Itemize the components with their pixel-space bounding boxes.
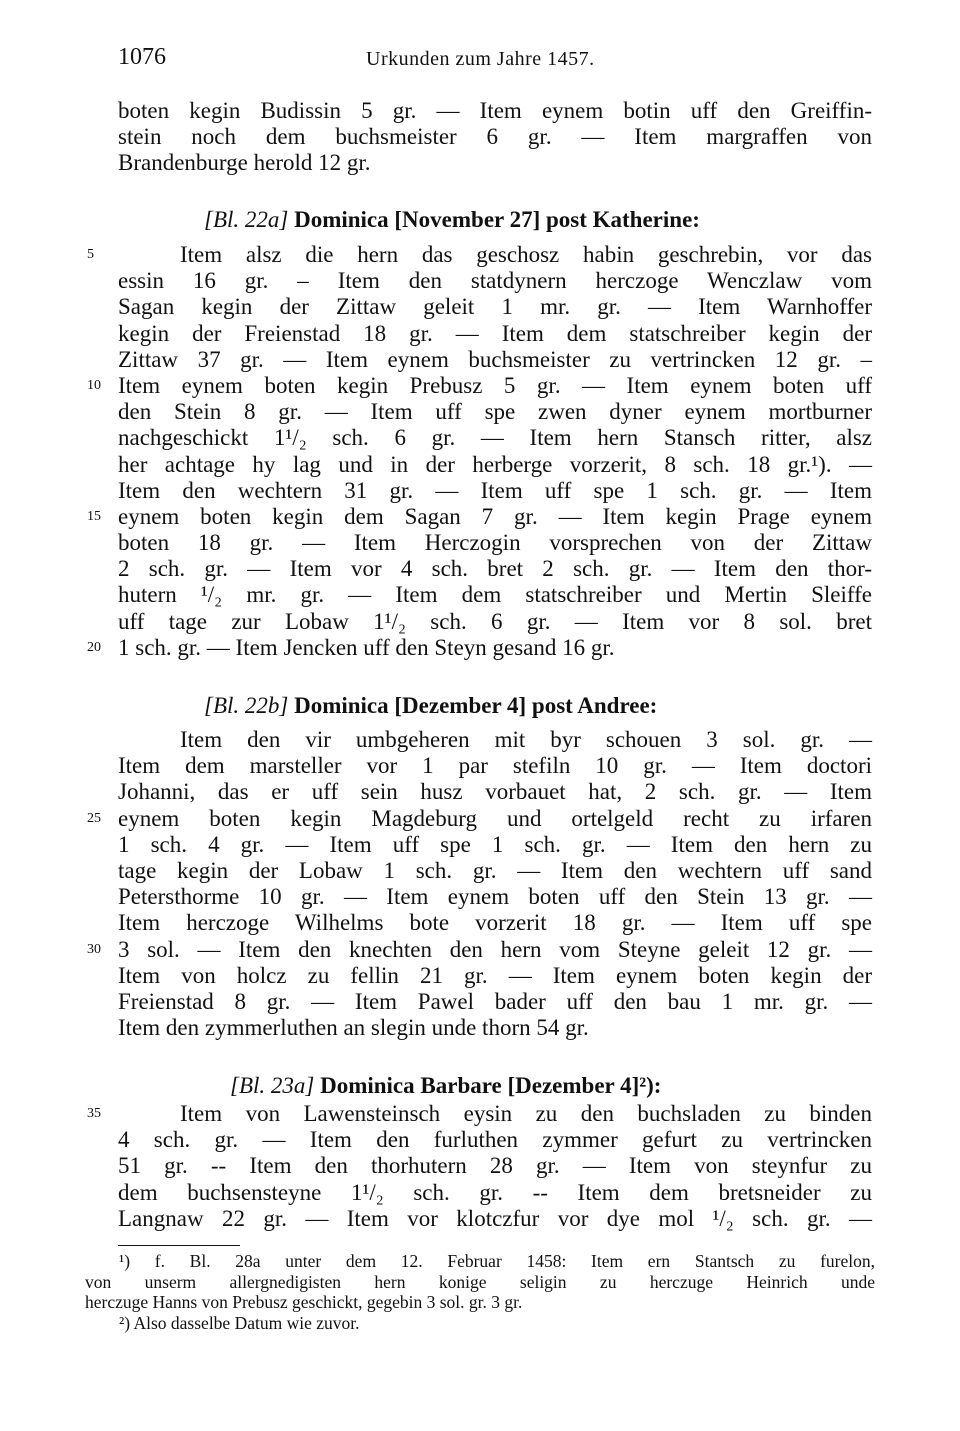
section-heading — [204, 206, 700, 234]
text-line — [118, 779, 872, 805]
line-text: Item von Lawensteinsch eysin zu den buchsladen zu binden — [180, 1101, 872, 1126]
text-line — [118, 1206, 872, 1232]
line-text: den Stein 8 gr. — Item uff spe zwen dyner eynem mortburner — [118, 399, 872, 425]
text-line — [118, 884, 872, 910]
text-line — [118, 347, 872, 373]
text-line — [87, 242, 872, 268]
line-text: eynem boten kegin Magdeburg und ortelgeld recht zu irfaren — [118, 805, 872, 831]
line-text: 3 sol. — Item den knechten den hern vom Steyne geleit 12 gr. — — [118, 936, 872, 962]
line-text: 51 gr. -- Item den thorhutern 28 gr. — Item von steynfur zu — [118, 1153, 872, 1179]
line-text: Item von holcz zu fellin 21 gr. — Item eynem boten kegin der — [118, 962, 872, 988]
text-line — [118, 294, 872, 320]
text-line — [87, 805, 872, 832]
line-number: 25 — [87, 810, 101, 826]
text-line — [87, 634, 872, 661]
text-line — [118, 530, 872, 556]
section-title: Dominica Barbare [Dezember 4]²): — [320, 1073, 662, 1098]
line-text: Langnaw 22 gr. — Item vor klotczfur vor dye mol ¹/₂ sch. gr. — — [118, 1205, 872, 1231]
line-text: Sagan kegin der Zittaw geleit 1 mr. gr. — Item Warnhoffer — [118, 294, 872, 320]
line-text: nachgeschickt 1¹/₂ sch. 6 gr. — Item hern Stansch ritter, alsz — [118, 425, 872, 451]
text-line: Brandenburge herold 12 gr. — [118, 150, 371, 176]
text-line: stein noch dem buchsmeister 6 gr. — Item margraffen von — [118, 124, 872, 150]
line-text: Item herczoge Wilhelms bote vorzerit 18 gr. — Item uff spe — [118, 910, 872, 936]
text-line — [118, 452, 872, 478]
text-line — [87, 1101, 872, 1127]
text-line — [118, 478, 872, 504]
line-number: 15 — [87, 508, 101, 524]
text-line — [118, 582, 872, 608]
text-line — [118, 556, 872, 582]
section-heading — [204, 692, 657, 720]
folio-reference: [Bl. 23a] — [230, 1073, 315, 1098]
page-number: 1076 — [118, 44, 166, 70]
line-text: her achtage hy lag und in der herberge vorzerit, 8 sch. 18 gr.¹). — — [118, 451, 872, 477]
footnote-line: herczuge Hanns von Prebusz geschickt, gegebin 3 sol. gr. 3 gr. — [85, 1292, 523, 1312]
line-text: Item den wechtern 31 gr. — Item uff spe 1 sch. gr. — Item — [118, 477, 872, 503]
line-text: eynem boten kegin dem Sagan 7 gr. — Item kegin Prage eynem — [118, 503, 872, 529]
line-text: Zittaw 37 gr. — Item eynem buchsmeister zu vertrincken 12 gr. – — [118, 346, 872, 372]
section-body — [87, 242, 872, 661]
section-body — [87, 1101, 872, 1232]
text-line — [118, 268, 872, 294]
footnote-divider — [118, 1245, 240, 1246]
line-text: Item alsz die hern das geschosz habin geschrebin, vor das — [180, 242, 872, 267]
text-line — [118, 1180, 872, 1206]
line-text: Item dem marsteller vor 1 par stefiln 10 gr. — Item doctori — [118, 753, 872, 779]
footnote-line: von unserm allergnedigisten hern konige seligin zu herczuge Heinrich unde — [85, 1271, 875, 1292]
folio-reference: [Bl. 22b] — [204, 693, 289, 718]
text-line — [118, 321, 872, 347]
line-text: tage kegin der Lobaw 1 sch. gr. — Item den wechtern uff sand — [118, 857, 872, 883]
section-title: Dominica [November 27] post Katherine: — [294, 207, 700, 232]
line-text: kegin der Freienstad 18 gr. — Item dem statschreiber kegin der — [118, 320, 872, 346]
line-text: Item den zymmerluthen an slegin unde thorn 54 gr. — [118, 1015, 589, 1041]
line-number: 30 — [87, 941, 101, 957]
text-line — [118, 425, 872, 451]
text-line — [118, 832, 872, 858]
section-body — [87, 727, 872, 1041]
text-line — [118, 963, 872, 989]
text-line — [118, 1015, 872, 1041]
text-line — [118, 1127, 872, 1153]
footnotes — [85, 1251, 875, 1333]
text-line — [87, 503, 872, 530]
text-line — [87, 372, 872, 399]
line-text: Johanni, das er uff sein husz vorbauet hat, 2 sch. gr. — Item — [118, 779, 872, 805]
section-heading — [230, 1072, 661, 1100]
text-line — [118, 727, 872, 753]
text-line: boten kegin Budissin 5 gr. — Item eynem botin uff den Greiffin- — [118, 98, 872, 123]
intro-paragraph — [118, 98, 872, 177]
text-line — [118, 1153, 872, 1179]
line-text: Petersthorme 10 gr. — Item eynem boten uff den Stein 13 gr. — — [118, 884, 872, 910]
section-title: Dominica [Dezember 4] post Andree: — [294, 693, 658, 718]
line-text: 4 sch. gr. — Item den furluthen zymmer gefurt zu vertrincken — [118, 1127, 872, 1153]
line-text: uff tage zur Lobaw 1¹/₂ sch. 6 gr. — Item vor 8 sol. bret — [118, 608, 872, 634]
line-text: essin 16 gr. – Item den statdynern herczoge Wenczlaw vom — [118, 268, 872, 294]
text-line — [87, 936, 872, 963]
text-line — [118, 858, 872, 884]
footnote-line: ²) Also dasselbe Datum wie zuvor. — [119, 1312, 360, 1333]
line-text: 1 sch. gr. — Item Jencken uff den Steyn gesand 16 gr. — [118, 634, 615, 660]
folio-reference: [Bl. 22a] — [204, 207, 289, 232]
line-number: 35 — [87, 1106, 101, 1121]
text-line — [118, 609, 872, 635]
text-line — [118, 989, 872, 1015]
line-text: hutern ¹/₂ mr. gr. — Item dem statschreiber und Mertin Sleiffe — [118, 582, 872, 608]
text-line — [118, 910, 872, 936]
line-number: 10 — [87, 377, 101, 393]
line-text: boten 18 gr. — Item Herczogin vorsprechen von der Zittaw — [118, 530, 872, 556]
text-line — [118, 399, 872, 425]
line-text: 1 sch. 4 gr. — Item uff spe 1 sch. gr. — Item den hern zu — [118, 831, 872, 857]
line-text: Item den vir umbgeheren mit byr schouen 3 sol. gr. — — [180, 727, 872, 752]
line-text: 2 sch. gr. — Item vor 4 sch. bret 2 sch. gr. — Item den thor- — [118, 556, 872, 582]
footnote-line: ¹) f. Bl. 28a unter dem 12. Februar 1458: Item ern Stantsch zu furelon, — [119, 1251, 875, 1271]
running-head: Urkunden zum Jahre 1457. — [366, 48, 595, 70]
line-number: 20 — [87, 639, 101, 655]
text-line — [118, 753, 872, 779]
line-number: 5 — [87, 247, 94, 262]
line-text: Freienstad 8 gr. — Item Pawel bader uff den bau 1 mr. gr. — — [118, 988, 872, 1014]
line-text: Item eynem boten kegin Prebusz 5 gr. — Item eynem boten uff — [118, 372, 872, 398]
line-text: dem buchsensteyne 1¹/₂ sch. gr. -- Item dem bretsneider zu — [118, 1179, 872, 1205]
